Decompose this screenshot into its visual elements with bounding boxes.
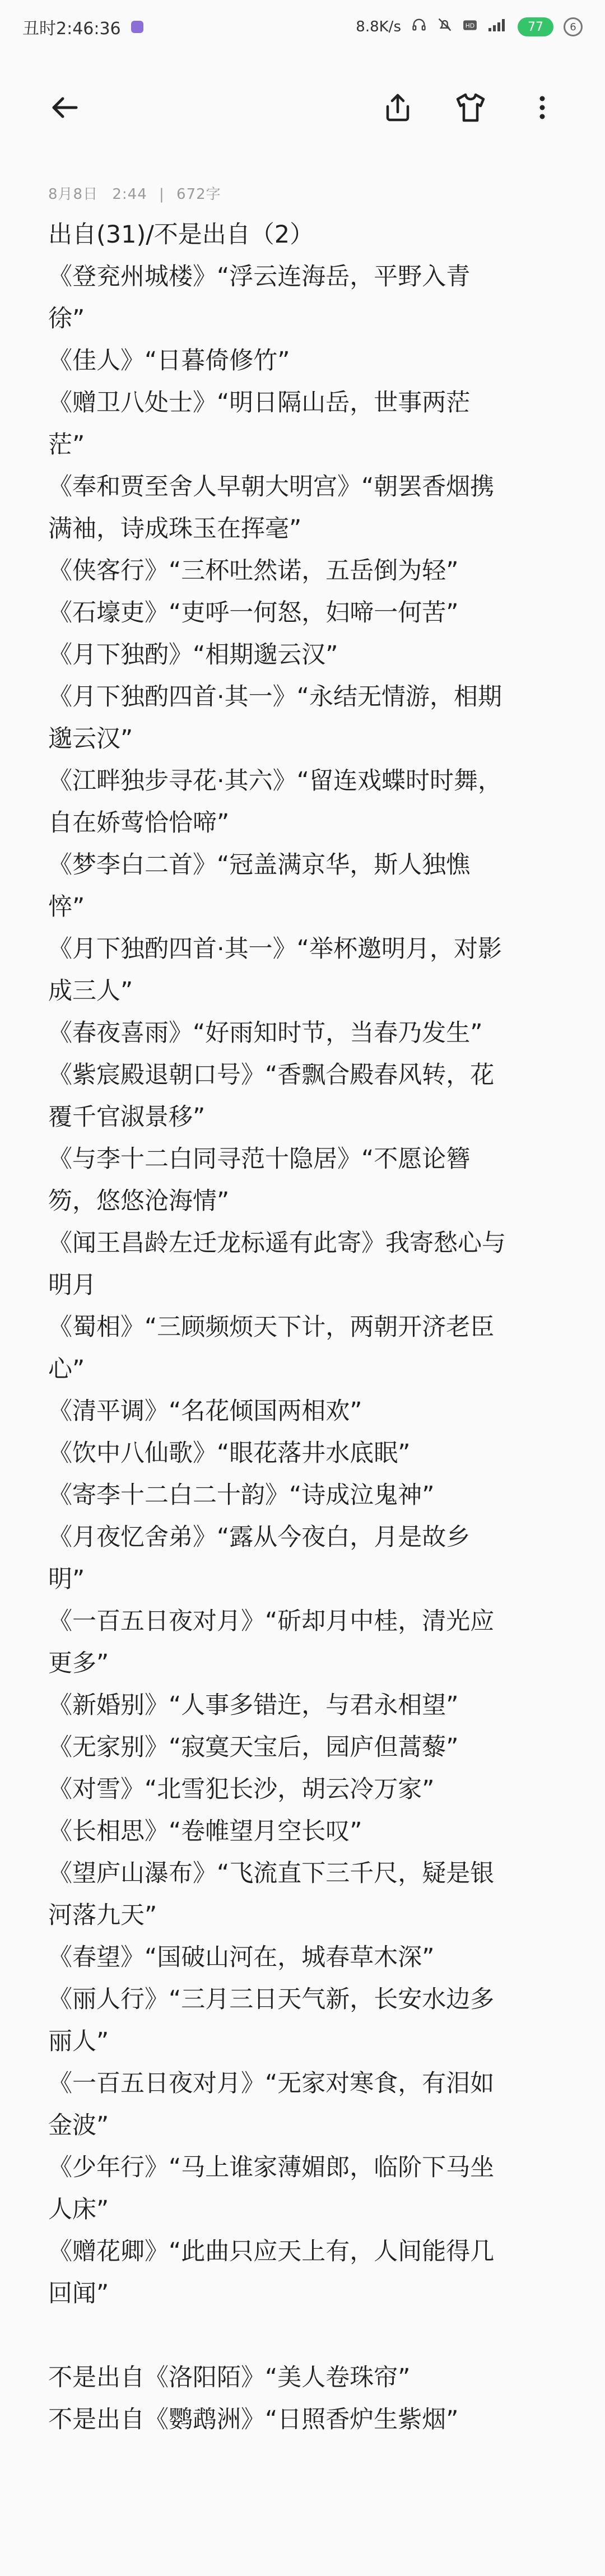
note-line: 金波”: [48, 2112, 109, 2140]
status-time: 丑时2:46:36: [22, 19, 121, 39]
note-word-count: 672字: [176, 186, 221, 203]
note-line: 河落九天”: [48, 1901, 157, 1929]
note-line: 笏，悠悠沧海情”: [48, 1187, 230, 1215]
note-line: 《梦李白二首》“冠盖满京华，斯人独憔: [48, 851, 471, 879]
meta-divider: |: [159, 186, 165, 203]
note-line: 更多”: [48, 1649, 109, 1677]
note-line: 《春夜喜雨》“好雨知时节，当春乃发生”: [48, 1019, 483, 1047]
note-line: 茫”: [48, 431, 85, 459]
note-line: 《侠客行》“三杯吐然诺，五岳倒为轻”: [48, 557, 459, 585]
note-line: 不是出自《鹦鹉洲》“日照香炉生紫烟”: [48, 2406, 459, 2434]
note-line: 满袖，诗成珠玉在挥毫”: [48, 515, 302, 543]
note-line: 《登兖州城楼》“浮云连海岳，平野入青: [48, 263, 471, 291]
note-line: 《望庐山瀑布》“飞流直下三千尺，疑是银: [48, 1859, 495, 1887]
shirt-icon: [453, 90, 488, 125]
note-line: 回闻”: [48, 2280, 109, 2308]
note-line: 《新婚别》“人事多错迕，与君永相望”: [48, 1691, 459, 1719]
note-line: 徐”: [48, 305, 85, 333]
signal-icon: [487, 17, 508, 37]
mute-bell-icon: [437, 17, 453, 37]
note-line: 《饮中八仙歌》“眼花落井水底眠”: [48, 1439, 411, 1467]
note-meta: [48, 183, 221, 203]
note-line: 《长相思》“卷帷望月空长叹”: [48, 1817, 362, 1845]
share-icon: [381, 91, 415, 124]
network-speed: 8.8K/s: [356, 18, 401, 35]
arrow-left-icon: [47, 90, 83, 125]
status-left: [22, 15, 143, 39]
hd-icon: [463, 17, 477, 37]
headphones-icon: [411, 17, 427, 37]
note-line: 不是出自《洛阳陌》“美人卷珠帘”: [48, 2364, 411, 2392]
note-line: 《月夜忆舍弟》“露从今夜白，月是故乡: [48, 1523, 471, 1551]
note-time: 2:44: [112, 186, 147, 203]
note-body[interactable]: [48, 214, 569, 2441]
note-line: 人床”: [48, 2196, 109, 2224]
note-line: 《一百五日夜对月》“斫却月中桂，清光应: [48, 1607, 495, 1635]
note-line: 《春望》“国破山河在，城春草木深”: [48, 1943, 435, 1971]
note-line: 《佳人》“日暮倚修竹”: [48, 347, 290, 375]
status-right: [356, 17, 583, 37]
note-line: 自在娇莺恰恰啼”: [48, 809, 230, 837]
note-line: 《与李十二白同寻范十隐居》“不愿论簪: [48, 1145, 471, 1173]
status-circle-icon: 6: [564, 17, 583, 36]
app-notification-icon: [131, 21, 143, 33]
battery-indicator: 77: [518, 17, 553, 36]
note-line: 《少年行》“马上谁家薄媚郎，临阶下马坐: [48, 2154, 495, 2182]
note-line: 出自(31)/不是出自（2）: [48, 221, 314, 249]
theme-button[interactable]: [448, 85, 493, 130]
note-line: 《江畔独步寻花·其六》“留连戏蝶时时舞，: [48, 767, 502, 795]
note-line: 明”: [48, 1565, 85, 1593]
note-line: 《一百五日夜对月》“无家对寒食，有泪如: [48, 2070, 495, 2098]
note-line: 邈云汉”: [48, 725, 133, 753]
note-line: 《奉和贾至舍人早朝大明宫》“朝罢香烟携: [48, 473, 495, 501]
more-vertical-icon: [531, 91, 553, 124]
note-line: 《赠卫八处士》“明日隔山岳，世事两茫: [48, 389, 471, 417]
note-line: 明月: [48, 1271, 96, 1299]
note-line: 《丽人行》“三月三日天气新，长安水边多: [48, 1986, 495, 2014]
note-line: 《蜀相》“三顾频烦天下计，两朝开济老臣: [48, 1313, 495, 1341]
note-line: 丽人”: [48, 2028, 109, 2056]
blank-line: [48, 2315, 569, 2357]
note-line: 《赠花卿》“此曲只应天上有，人间能得几: [48, 2238, 495, 2266]
note-line: 《清平调》“名花倾国两相欢”: [48, 1397, 362, 1425]
note-line: 《月下独酌》“相期邈云汉”: [48, 641, 338, 669]
note-line: 《寄李十二白二十韵》“诗成泣鬼神”: [48, 1481, 435, 1509]
note-line: 《石壕吏》“吏呼一何怒，妇啼一何苦”: [48, 599, 459, 627]
note-line: 《紫宸殿退朝口号》“香飘合殿春风转，花: [48, 1061, 495, 1089]
note-line: 悴”: [48, 893, 85, 921]
back-button[interactable]: [43, 85, 87, 130]
note-line: 成三人”: [48, 977, 133, 1005]
note-line: 《闻王昌龄左迁龙标遥有此寄》我寄愁心与: [48, 1229, 506, 1257]
more-options-button[interactable]: [520, 85, 565, 130]
note-line: 《对雪》“北雪犯长沙，胡云冷万家”: [48, 1775, 435, 1803]
note-line: 《无家别》“寂寞天宝后，园庐但蒿藜”: [48, 1733, 459, 1761]
note-line: 心”: [48, 1355, 85, 1383]
note-date: 8月8日: [48, 186, 99, 203]
note-line: 《月下独酌四首·其一》“举杯邀明月，对影: [48, 935, 502, 963]
status-bar: [0, 0, 605, 54]
note-line: 《月下独酌四首·其一》“永结无情游，相期: [48, 683, 502, 711]
svg-text:HD: HD: [465, 21, 475, 29]
note-line: 覆千官淑景移”: [48, 1103, 206, 1131]
share-button[interactable]: [375, 85, 420, 130]
note-toolbar: [0, 74, 605, 141]
